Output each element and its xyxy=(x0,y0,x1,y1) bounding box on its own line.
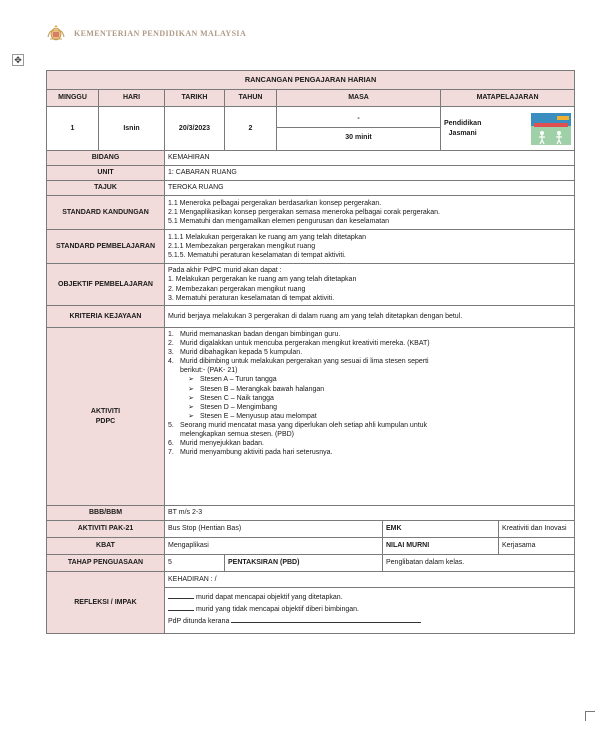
station-item: ➢ Stesen D – Mengimbang xyxy=(168,403,571,412)
sk-line: 1.1 Meneroka pelbagai pergerakan berdasarkan konsep pergerakan. xyxy=(168,199,382,207)
obj-line: Pada akhir PdPC murid akan dapat : xyxy=(168,267,282,275)
row-objektif xyxy=(47,264,575,306)
subject-line2: Jasmani xyxy=(448,129,477,137)
value-refleksi xyxy=(165,572,575,634)
info-row xyxy=(47,107,575,151)
value-emk: Kreativiti dan Inovasi xyxy=(499,521,575,538)
step-item: 3. Murid dibahagikan kepada 5 kumpulan. xyxy=(168,349,303,357)
physical-education-illustration xyxy=(531,113,571,145)
station-item: ➢ Stesen A – Turun tangga xyxy=(168,375,571,384)
value-bbb: BT m/s 2-3 xyxy=(165,506,575,521)
step-continuation: melengkapkan semua stesen. (PBD) xyxy=(180,431,294,439)
station-item: ➢ Stesen B – Merangkak bawah halangan xyxy=(168,385,571,394)
label-refleksi: REFLEKSI / IMPAK xyxy=(47,572,165,634)
col-masa: MASA xyxy=(277,90,441,107)
page-corner-marker xyxy=(585,711,595,721)
step-item: 4. Murid dibimbing untuk melakukan pergerakan yang sesuai di lima stesen seperti xyxy=(168,358,429,366)
value-kbat: Mengaplikasi xyxy=(165,538,383,555)
table-move-handle[interactable]: ✥ xyxy=(12,54,24,66)
table-title: RANCANGAN PENGAJARAN HARIAN xyxy=(47,71,575,90)
page-header xyxy=(46,24,246,42)
value-pak21: Bus Stop (Hentian Bas) xyxy=(165,521,383,538)
value-bidang: KEMAHIRAN xyxy=(165,151,575,166)
col-matapelajaran: MATAPELAJARAN xyxy=(441,90,575,107)
value-standard-kandungan xyxy=(165,196,575,230)
label-unit: UNIT xyxy=(47,166,165,181)
arrow-bullet-icon: ➢ xyxy=(188,412,194,420)
label-tajuk: TAJUK xyxy=(47,181,165,196)
label-kriteria: KRITERIA KEJAYAAN xyxy=(47,306,165,328)
label-bidang: BIDANG xyxy=(47,151,165,166)
label-aktiviti-line1: AKTIVITI xyxy=(90,408,121,416)
kehadiran: KEHADIRAN : / xyxy=(165,572,574,588)
value-unit: 1: CABARAN RUANG xyxy=(165,166,575,181)
step-item: 7. Murid menyambung aktiviti pada hari seterusnya. xyxy=(168,449,333,457)
value-tarikh: 20/3/2023 xyxy=(165,107,225,151)
label-aktiviti-line2: PDPC xyxy=(95,417,116,425)
value-aktiviti xyxy=(165,328,575,506)
label-nilai: NILAI MURNI xyxy=(383,538,499,555)
row-kriteria xyxy=(47,306,575,328)
station-item: ➢ Stesen E – Menyusup atau melompat xyxy=(168,412,571,421)
value-minggu: 1 xyxy=(47,107,99,151)
row-aktiviti xyxy=(47,328,575,506)
arrow-bullet-icon: ➢ xyxy=(188,385,194,393)
step-item: 2. Murid digalakkan untuk mencuba pergerakan mengikut kreativiti mereka. (KBAT) xyxy=(168,340,430,348)
sp-line: 1.1.1 Melakukan pergerakan ke ruang am yang telah ditetapkan xyxy=(168,233,367,241)
row-unit xyxy=(47,166,575,181)
arrow-bullet-icon: ➢ xyxy=(188,394,194,402)
value-nilai: Kerjasama xyxy=(499,538,575,555)
value-tahun: 2 xyxy=(225,107,277,151)
label-emk: EMK xyxy=(383,521,499,538)
arrow-bullet-icon: ➢ xyxy=(188,403,194,411)
row-pak21 xyxy=(47,521,575,538)
row-kbat xyxy=(47,538,575,555)
col-minggu: MINGGU xyxy=(47,90,99,107)
sp-line: 2.1.1 Membezakan pergerakan mengikut ruang xyxy=(168,242,316,250)
header-row xyxy=(47,90,575,107)
value-kriteria: Murid berjaya melakukan 3 pergerakan di dalam ruang am yang telah ditetapkan dengan betul. xyxy=(165,306,575,328)
value-tahap: 5 xyxy=(165,555,225,572)
value-hari: Isnin xyxy=(99,107,165,151)
malaysia-crest-icon xyxy=(46,25,66,41)
arrow-bullet-icon: ➢ xyxy=(188,376,194,384)
sp-line: 5.1.5. Mematuhi peraturan keselamatan di tempat aktiviti. xyxy=(168,252,346,260)
label-aktiviti xyxy=(47,328,165,506)
obj-line: 3. Mematuhi peraturan keselamatan di tempat aktiviti. xyxy=(168,294,335,302)
obj-line: 1. Melakukan pergerakan ke ruang am yang telah ditetapkan xyxy=(168,276,357,284)
refleksi-line: murid dapat mencapai objektif yang ditetapkan. xyxy=(165,588,574,603)
step-item: 5. Seorang murid mencatat masa yang diperlukan oleh setiap ahli kumpulan untuk xyxy=(168,421,428,429)
row-refleksi xyxy=(47,572,575,634)
row-standard-pembelajaran xyxy=(47,230,575,264)
masa-bottom: 30 minit xyxy=(277,127,440,146)
row-bidang xyxy=(47,151,575,166)
value-pbd: Penglibatan dalam kelas. xyxy=(383,555,575,572)
row-tajuk xyxy=(47,181,575,196)
label-pbd: PENTAKSIRAN (PBD) xyxy=(225,555,383,572)
obj-line: 2. Membezakan pergerakan mengikut ruang xyxy=(168,285,306,293)
label-pak21: AKTIVITI PAK-21 xyxy=(47,521,165,538)
lesson-plan-table xyxy=(46,70,575,634)
sk-line: 2.1 Mengaplikasikan konsep pergerakan semasa meneroka pelbagai corak pergerakan. xyxy=(168,208,440,216)
label-standard-pembelajaran: STANDARD PEMBELAJARAN xyxy=(47,230,165,264)
col-hari: HARI xyxy=(99,90,165,107)
row-standard-kandungan xyxy=(47,196,575,230)
subject-line1: Pendidikan xyxy=(444,120,482,128)
label-tahap: TAHAP PENGUASAAN xyxy=(47,555,165,572)
step-continuation: berikut:- (PAK- 21) xyxy=(180,367,238,375)
station-item: ➢ Stesen C – Naik tangga xyxy=(168,394,571,403)
row-bbb xyxy=(47,506,575,521)
label-standard-kandungan: STANDARD KANDUNGAN xyxy=(47,196,165,230)
value-standard-pembelajaran xyxy=(165,230,575,264)
value-objektif xyxy=(165,264,575,306)
col-tahun: TAHUN xyxy=(225,90,277,107)
ministry-name: KEMENTERIAN PENDIDIKAN MALAYSIA xyxy=(74,28,247,38)
sk-line: 5.1 Mematuhi dan mengamalkan elemen pengurusan dan keselamatan xyxy=(168,218,390,226)
value-tajuk: TEROKA RUANG xyxy=(165,181,575,196)
label-objektif: OBJEKTIF PEMBELAJARAN xyxy=(47,264,165,306)
label-bbb: BBB/BBM xyxy=(47,506,165,521)
value-matapelajaran xyxy=(441,107,575,151)
step-item: 6. Murid menyejukkan badan. xyxy=(168,440,265,448)
masa-top: - xyxy=(357,115,360,123)
refleksi-line: PdP ditunda kerana xyxy=(165,615,574,629)
step-item: 1. Murid memanaskan badan dengan bimbingan guru. xyxy=(168,331,341,338)
col-tarikh: TARIKH xyxy=(165,90,225,107)
row-tahap xyxy=(47,555,575,572)
refleksi-line: murid yang tidak mencapai objektif diberi bimbingan. xyxy=(165,603,574,615)
value-masa xyxy=(277,107,441,151)
label-kbat: KBAT xyxy=(47,538,165,555)
